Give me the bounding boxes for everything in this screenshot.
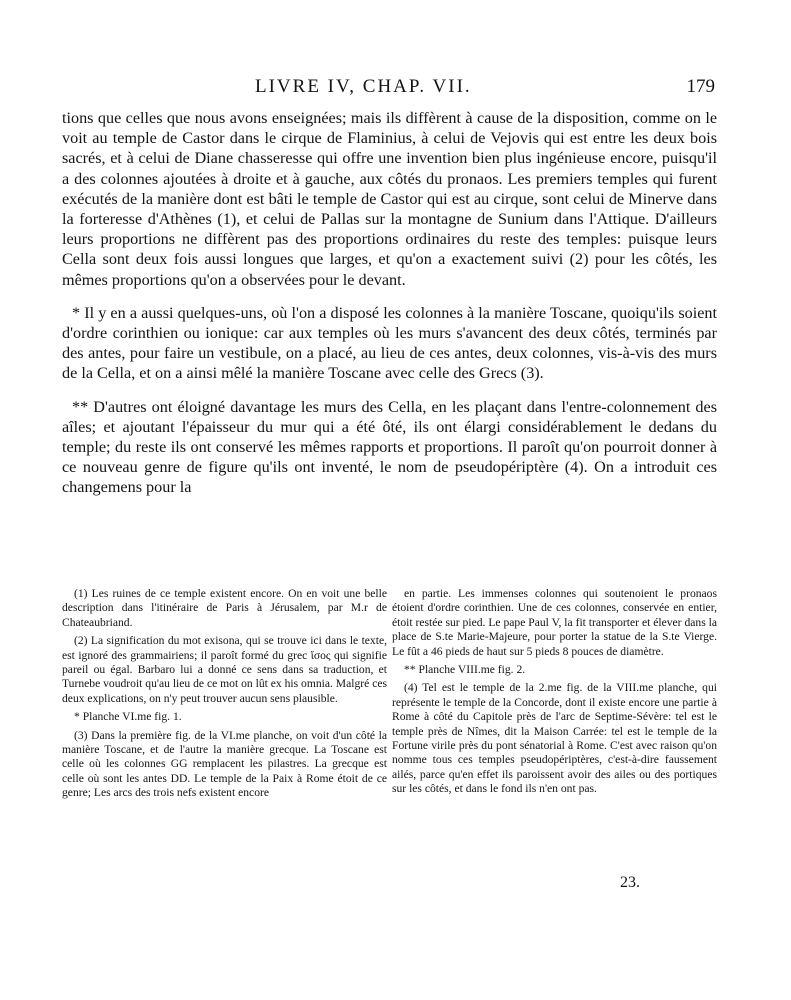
signature-mark: 23. — [620, 874, 640, 891]
footnotes-right-column — [392, 587, 717, 805]
footnotes — [62, 587, 717, 805]
footnote: (4) Tel est le temple de la 2.me fig. de la VIII.me planche, qui représente le temple de la Concorde, dont il existe encore une partie à Rome à côté du Capitole près de l'arc de Septime-Sévère: tel est le temple près de Nîmes, dit la Maison Carrée: tel est le temple de la Fortune virile près du pont sénatorial à Rome. C'est avec raison qu'on nomme tous ces temples pseudopériptères, c'est-à-dire faussement ailés, parce qu'en effet ils paroissent avoir des ailes ou des portiques sur les côtés, et dans le fond ils n'en ont pas. — [392, 681, 717, 796]
footnote: (3) Dans la première fig. de la VI.me planche, on voit d'un côté la manière Toscane, et de l'autre la manière grecque. La Toscane est celle où les colonnes GG remplacent les pilastres. La grecque est celle où sont les antes DD. Le temple de la Paix à Rome étoit de ce genre; Les arcs des trois nefs existent encore — [62, 728, 387, 800]
paragraph: ** D'autres ont éloigné davantage les murs des Cella, en les plaçant dans l'entre-colonnement des aîles; et ajoutant l'épaisseur du mur qui a été ôté, ils ont élargi considérablement le dedans du temple; du reste ils ont conservé les mêmes rapports et proportions. Il paroît qu'on pourroit donner à ce nouveau genre de figure qu'ils ont inventé, le nom de pseudopériptère (4). On a introduit ces changemens pour la — [62, 397, 717, 497]
page-number: 179 — [686, 76, 715, 97]
main-text — [62, 108, 717, 511]
paragraph: * Il y en a aussi quelques-uns, où l'on a disposé les colonnes à la manière Toscane, quoiqu'ils soient d'ordre corinthien ou ionique: car aux temples où les murs s'avancent des deux côtés, terminés par des antes, pour faire un vestibule, on a placé, au lieu de ces antes, deux colonnes, vis-à-vis des murs de la Cella, et on a ainsi mêlé la manière Toscane avec celle des Grecs (3). — [62, 303, 717, 383]
footnote: en partie. Les immenses colonnes qui soutenoient le pronaos étoient d'ordre corinthien. Une de ces colonnes, conservée en entier, étoit restée sur pied. Le pape Paul V, la fit transporter et élever dans la place de S.te Marie-Majeure, pour porter la statue de la S.te Vierge. Le fût a 46 pieds de haut sur 5 pieds 8 pouces de diamètre. — [392, 587, 717, 658]
footnote: (2) La signification du mot exisona, qui se trouve ici dans le texte, est ignoré des grammairiens; il paroît formé du grec ἴσος qui signifie pareil ou égal. Barbaro lui a donné ce sens dans sa traduction, et Turnebe voudroit qu'au lieu de ce mot on lût ex his omnia. Malgré ces deux explications, on n'y peut trouver aucun sens plausible. — [62, 634, 387, 705]
footnote: ** Planche VIII.me fig. 2. — [404, 663, 526, 677]
footnote: (1) Les ruines de ce temple existent encore. On en voit une belle description dans l'itinéraire de Paris à Jérusalem, par M.r de Chateaubriand. — [62, 587, 387, 629]
paragraph: tions que celles que nous avons enseignées; mais ils diffèrent à cause de la disposition, comme on le voit au temple de Castor dans le cirque de Flaminius, à celui de Vejovis qui est entre les deux bois sacrés, et à celui de Diane chasseresse qui offre une invention bien plus ingénieuse encore, puisqu'il a des colonnes ajoutées à droite et à gauche, aux côtés du pronaos. Les premiers temples qui furent exécutés de la manière dont est bâti le temple de Castor qui est au cirque, sont celui de Minerve dans la forteresse d'Athènes (1), et celui de Pallas sur la montagne de Sunium dans l'Attique. D'ailleurs leurs proportions ne diffèrent pas des proportions ordinaires du reste des temples: puisque leurs Cella sont deux fois aussi longues que larges, et qu'on a exactement suivi (2) pour les côtés, les mêmes proportions qu'on a observées pour le devant. — [62, 109, 717, 289]
chapter-title: LIVRE IV, CHAP. VII. — [255, 76, 472, 97]
footnotes-left-column — [62, 587, 387, 805]
footnote: * Planche VI.me fig. 1. — [74, 710, 182, 724]
